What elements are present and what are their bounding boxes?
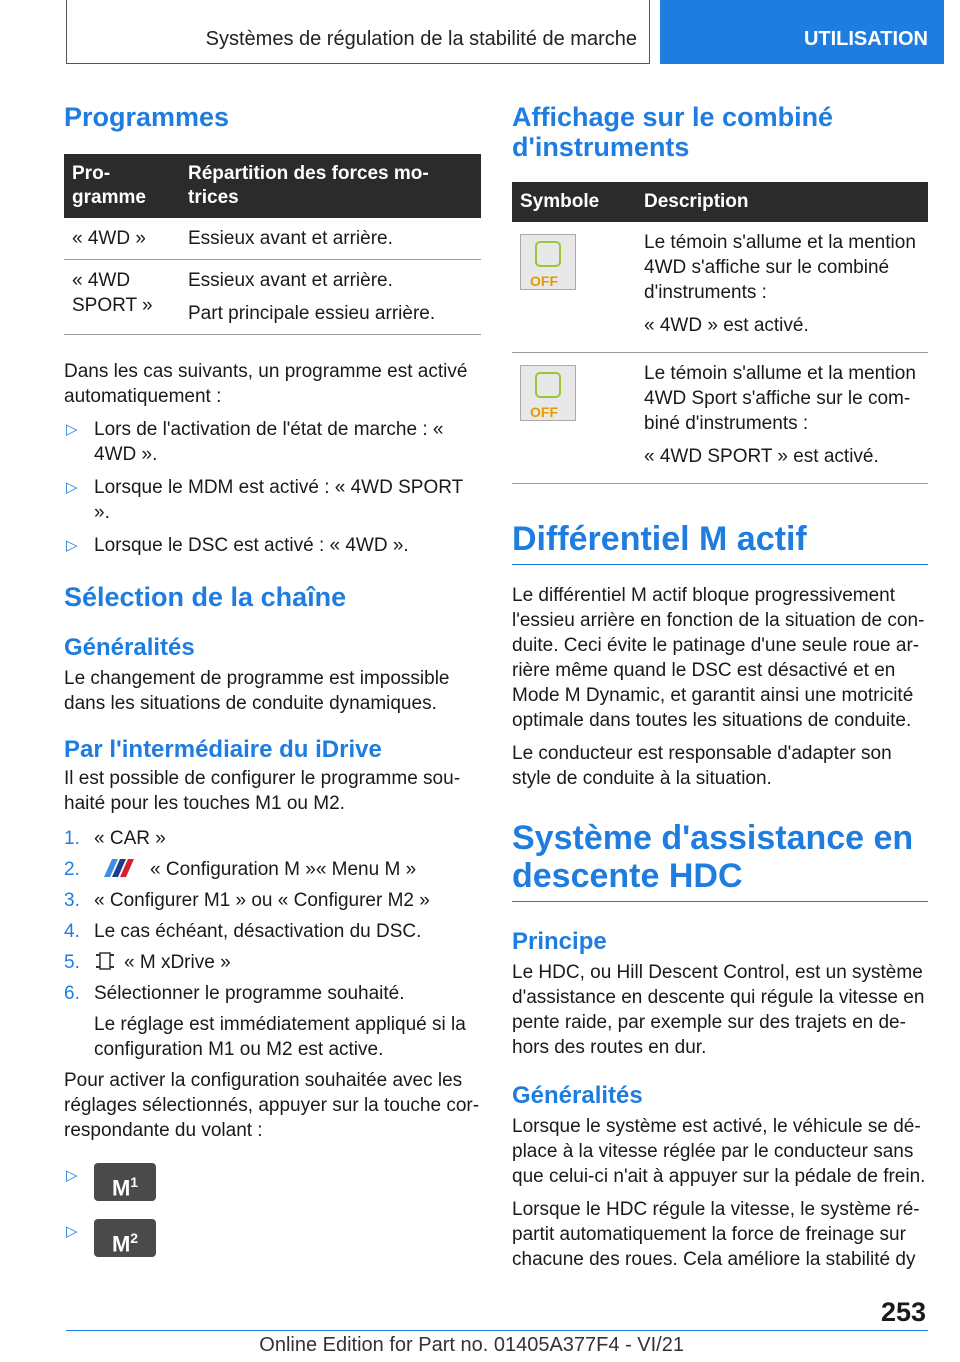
list-item (64, 1163, 481, 1203)
display-col-symbol: Symbole (512, 182, 636, 222)
left-column (64, 100, 481, 1259)
status-text: « 4WD » est activé. (644, 315, 809, 336)
description-cell (636, 353, 928, 484)
step-text: Le cas échéant, désactivation du DSC. (94, 921, 422, 942)
list-item: ▷ Lorsque le MDM est activé : « 4WD SPORT ». (64, 475, 481, 525)
programs-table (64, 154, 481, 335)
step-text: « M xDrive » (124, 952, 231, 973)
list-item: ▷ Lorsque le DSC est activé : « 4WD ». (64, 533, 481, 558)
program-cell: « 4WD SPORT » (64, 260, 180, 335)
list-item (64, 826, 481, 851)
general-heading: Généralités (64, 634, 195, 661)
display-table (512, 182, 928, 484)
chain-selection-heading: Sélection de la chaîne (64, 582, 347, 612)
description-text: Le témoin s'allume et la mention 4WD s'affiche sur le combiné d'instruments : (644, 232, 916, 303)
programs-heading: Programmes (64, 102, 230, 132)
header-chapter-label: UTILISATION (803, 28, 928, 50)
display-heading: Affichage sur le combiné d'instruments (512, 102, 834, 162)
step-number: 6. (64, 983, 80, 1004)
step-number: 3. (64, 890, 80, 911)
idrive-text: Il est possible de configurer le programme souhaité pour les touches M1 ou M2. (64, 768, 461, 814)
program-cell: « 4WD » (64, 218, 180, 260)
list-item: ▷ Lors de l'activation de l'état de marche : « 4WD ». (64, 417, 481, 467)
m-stripes-icon (94, 859, 142, 877)
hdc-general-text: Lorsque le système est activé, le véhicule se déplace à la vitesse réglée par le conducteur sans que celui-ci n'ait à appuyer sur la pédale de frein. (512, 1116, 926, 1187)
auto-activation-list (64, 417, 481, 558)
step-number: 2. (64, 859, 80, 880)
principle-text: Le HDC, ou Hill Descent Control, est un système d'assistance en descente qui régule la vitesse en pente raide, par exemple sur des trajets en dehors des routes en dur. (512, 962, 925, 1058)
right-column (512, 100, 928, 1272)
header-chapter-tab (660, 0, 944, 64)
programs-col-distribution: Répartition des forces motrices (180, 154, 481, 218)
display-table-header (512, 182, 928, 222)
diff-heading: Différentiel M actif (512, 520, 928, 565)
step-text: « CAR » (94, 828, 166, 849)
diff-text: Le différentiel M actif bloque progressivement l'essieu arrière en fonction de la situation de conduite. Ceci évite le patinage d'une seule roue arrière même quand le DSC est désactivé et en Mode M Dynamic, et garantit ainsi une motricité optimale dans toutes les situations de conduite. (512, 585, 925, 731)
step-text: Sélectionner le programme souhaité. (94, 983, 405, 1004)
hdc-heading: Système d'assistance en descente HDC (512, 819, 928, 902)
distribution-text: Part principale essieu arrière. (188, 303, 436, 324)
activate-text: Pour activer la configuration souhaitée avec les réglages sélectionnés, appuyer sur la touche correspondante du volant : (64, 1070, 480, 1141)
step-note: Le réglage est immédiatement appliqué si la configuration M1 ou M2 est active. (94, 1014, 466, 1060)
m-button-list (64, 1163, 481, 1259)
header-section-title: Systèmes de régulation de la stabilité de marche (205, 28, 637, 50)
diff-text: Le conducteur est responsable d'adapter son style de conduite à la situation. (512, 743, 892, 789)
m1-button-icon: $M^1$ (94, 1163, 156, 1201)
display-col-description: Description (636, 182, 928, 222)
xdrive-icon (94, 951, 116, 971)
step-number: 4. (64, 921, 80, 942)
step-text: « Configurer M1 » ou « Configurer M2 » (94, 890, 430, 911)
distribution-cell (180, 260, 481, 335)
general-text: Le changement de programme est impossible dans les situations de conduite dynamiques. (64, 668, 450, 714)
step-text: « Configuration M »« Menu M » (150, 859, 417, 880)
hdc-general-text: Lorsque le HDC régule la vitesse, le système répartit automatiquement la force de freinage sur chacune des roues. Cela améliore la stabilité dy (512, 1199, 920, 1270)
list-item (64, 919, 481, 944)
step-number: 1. (64, 828, 80, 849)
programs-table-header (64, 154, 481, 218)
4wd-off-indicator-icon: OFF (520, 234, 576, 290)
idrive-heading: Par l'intermédiaire du iDrive (64, 736, 382, 763)
distribution-text: Essieux avant et arrière. (188, 270, 393, 291)
status-text: « 4WD SPORT » est activé. (644, 446, 879, 467)
table-row (512, 353, 928, 484)
table-row (64, 218, 481, 260)
list-item (64, 981, 481, 1062)
header-section-box (66, 0, 650, 64)
programs-col-program: Programme (64, 154, 180, 218)
auto-intro-text: Dans les cas suivants, un programme est activé automatiquement : (64, 361, 468, 407)
list-item (64, 888, 481, 913)
list-item (64, 857, 481, 882)
table-row (64, 260, 481, 335)
hdc-general-heading: Généralités (512, 1082, 643, 1109)
footer-divider (66, 1330, 928, 1331)
idrive-steps (64, 826, 481, 1062)
principle-heading: Principe (512, 928, 607, 955)
description-text: Le témoin s'allume et la mention 4WD Sport s'affiche sur le combiné d'instruments : (644, 363, 916, 434)
footer-edition: Online Edition for Part no. 01405A377F4 - VI/21 (259, 1334, 684, 1356)
distribution-text: Essieux avant et arrière. (188, 228, 393, 249)
step-number: 5. (64, 952, 80, 973)
symbol-cell (512, 353, 636, 484)
distribution-cell (180, 218, 481, 260)
list-item (64, 950, 481, 975)
list-item (64, 1219, 481, 1259)
description-cell (636, 222, 928, 353)
4wd-sport-off-indicator-icon: OFF (520, 365, 576, 421)
symbol-cell (512, 222, 636, 353)
m2-button-icon: $M^2$ (94, 1219, 156, 1257)
page-number: 253 (880, 1297, 926, 1327)
table-row (512, 222, 928, 353)
